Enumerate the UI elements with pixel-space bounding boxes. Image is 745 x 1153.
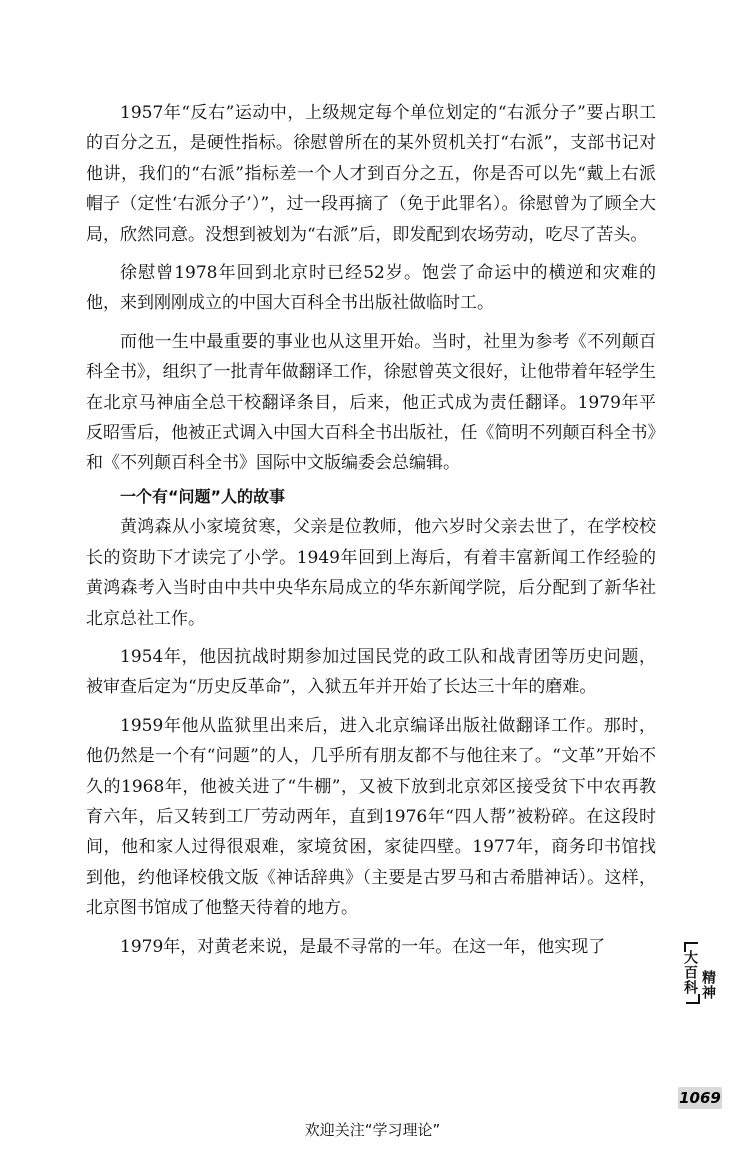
section-heading: 一个有“问题”人的故事: [120, 486, 286, 506]
side-tab-col1: 大百科: [682, 950, 698, 995]
paragraph-2: 徐慰曾1978年回到北京时已经52岁。饱尝了命运中的横逆和灾难的他，来到刚刚成立的中国大百科全书出版社做临时工。: [86, 263, 656, 314]
side-tab-col2: 精神: [700, 970, 716, 1000]
page-number: 1069: [679, 1089, 721, 1107]
bracket-bottom-icon: [686, 994, 700, 1004]
paragraph-7: 1979年，对黄老来说，是最不寻常的一年。在这一年，他实现了: [120, 936, 606, 957]
paragraph-1: 1957年“反右”运动中，上级规定每个单位划定的“右派分子”要占职工的百分之五，是硬性指标。徐慰曾所在的某外贸机关打“右派”，支部书记对他讲，我们的“右派”指标差一个人才到百分之五，你是否可以先“戴上右派帽子（定性‘右派分子’）”，过一段再摘了（免于此罪名）。徐慰曾为了顾全大局，欣然同意。没想到被划为“右派”后，即发配到农场劳动，吃尽了苦头。: [86, 103, 656, 245]
paragraph-6: 1959年他从监狱里出来后，进入北京编译出版社做翻译工作。那时，他仍然是一个有“问题”的人，几乎所有朋友都不与他往来了。“文革”开始不久的1968年，他被关进了“牛棚”，又被下放到北京郊区接受贫下中农再教育六年，后又转到工厂劳动两年，直到1976年“四人帮”被粉碎。在这段时间，他和家人过得很艰难，家境贫困，家徒四壁。1977年，商务印书馆找到他，约他译校俄文版《神话辞典》（主要是古罗马和古希腊神话）。这样，北京图书馆成了他整天待着的地方。: [86, 715, 656, 919]
paragraph-3: 而他一生中最重要的事业也从这里开始。当时，社里为参考《不列颠百科全书》，组织了一批青年做翻译工作，徐慰曾英文很好，让他带着年轻学生在北京马神庙全总干校翻译条目，后来，他正式成为责任翻译。1979年平反昭雪后，他被正式调入中国大百科全书出版社，任《简明不列颠百科全书》和《不列颠百科全书》国际中文版编委会总编辑。: [86, 331, 656, 474]
paragraph-4: 黄鸿森从小家境贫寒，父亲是位教师，他六岁时父亲去世了，在学校校长的资助下才读完了小学。1949年回到上海后，有着丰富新闻工作经验的黄鸿森考入当时由中共中央华东局成立的华东新闻学院，后分配到了新华社北京总社工作。: [86, 517, 656, 629]
page-body: [86, 98, 656, 962]
footer-caption: 欢迎关注“学习理论”: [304, 1121, 441, 1139]
side-tab: [680, 942, 718, 1030]
paragraph-5: 1954年，他因抗战时期参加过国民党的政工队和战青团等历史问题，被审查后定为“历史反革命”，入狱五年并开始了长达三十年的磨难。: [86, 646, 656, 698]
